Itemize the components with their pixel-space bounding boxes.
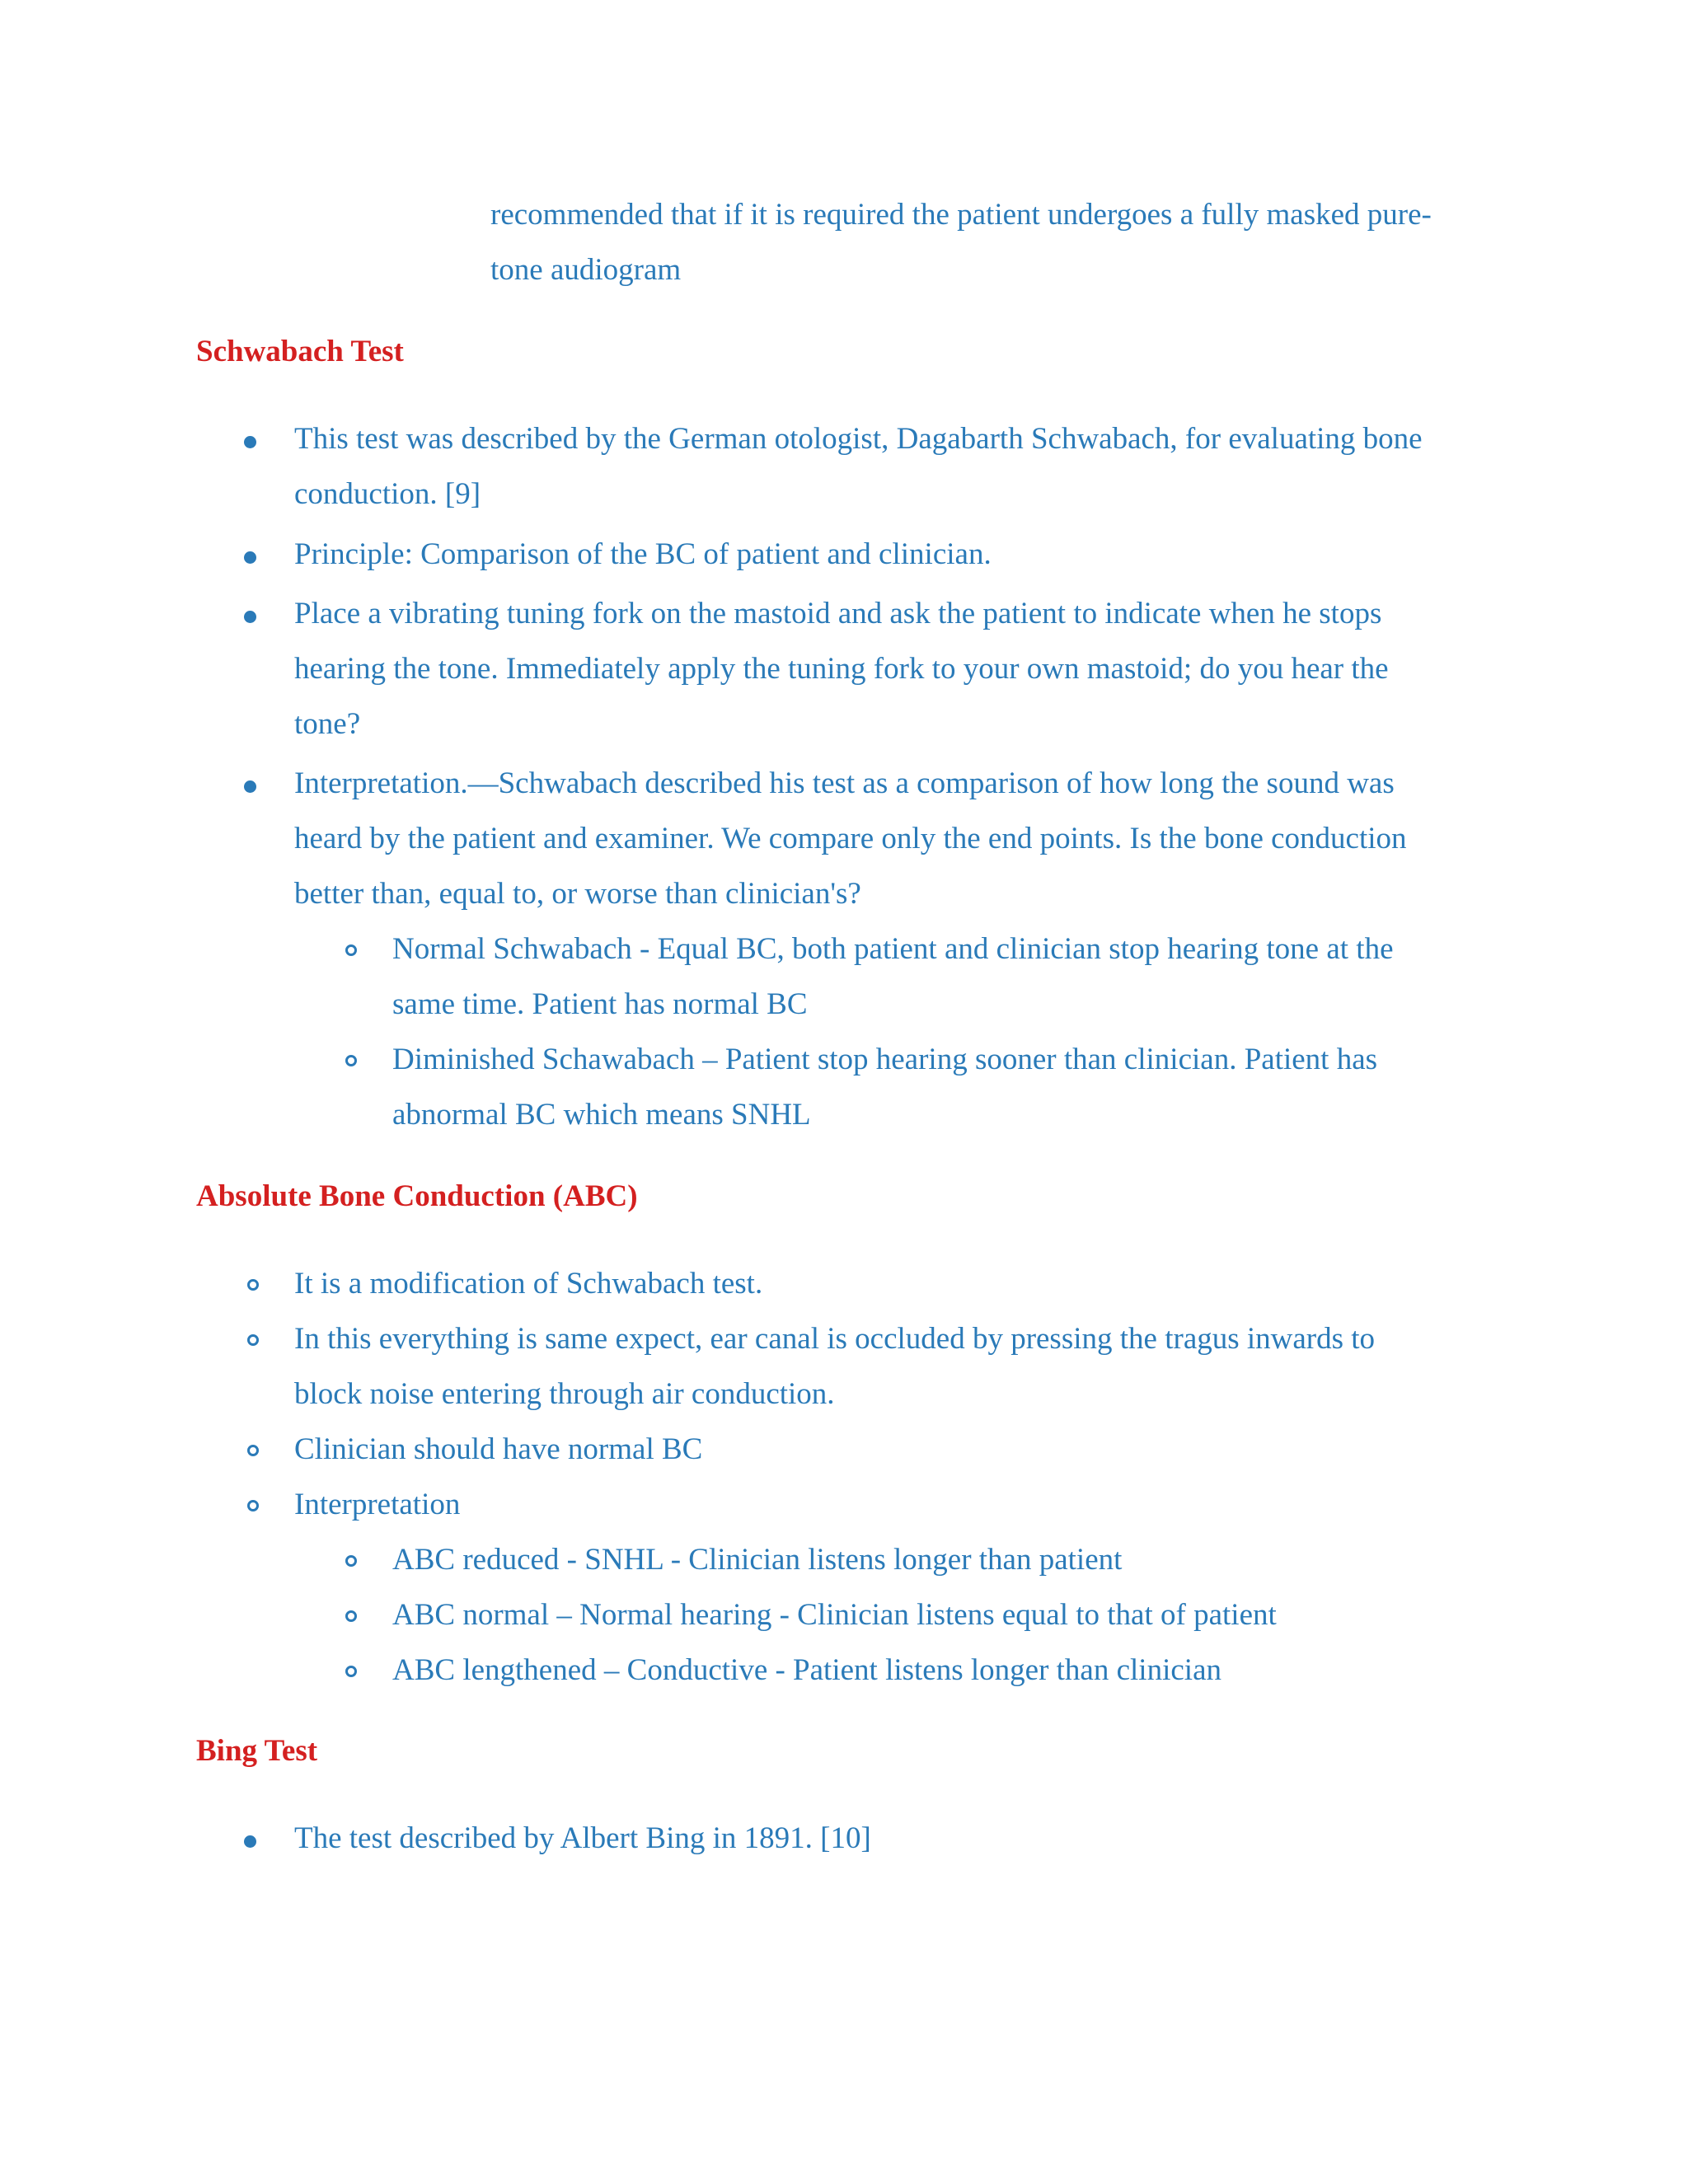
bullet-icon bbox=[247, 1279, 259, 1291]
list-item: This test was described by the German otologist, Dagabarth Schwabach, for evaluating bone bbox=[294, 422, 1423, 456]
list-item: tone? bbox=[294, 707, 361, 741]
list-item: heard by the patient and examiner. We compare only the end points. Is the bone conduction bbox=[294, 822, 1407, 855]
bullet-icon bbox=[244, 611, 256, 623]
list-item: Clinician should have normal BC bbox=[294, 1432, 703, 1466]
bullet-icon bbox=[247, 1334, 259, 1346]
list-item: The test described by Albert Bing in 1891. [10] bbox=[294, 1821, 871, 1855]
sub-list-item: abnormal BC which means SNHL bbox=[392, 1098, 811, 1132]
list-item: In this everything is same expect, ear canal is occluded by pressing the tragus inwards to bbox=[294, 1322, 1376, 1356]
list-item: block noise entering through air conduction. bbox=[294, 1377, 835, 1411]
section-heading-schwabach: Schwabach Test bbox=[196, 335, 404, 368]
list-item: It is a modification of Schwabach test. bbox=[294, 1267, 763, 1301]
sub-list-item: ABC lengthened – Conductive - Patient listens longer than clinician bbox=[392, 1653, 1221, 1687]
list-item: Interpretation.—Schwabach described his test as a comparison of how long the sound was bbox=[294, 766, 1395, 800]
sub-bullet-icon bbox=[345, 1666, 357, 1677]
sub-list-item: ABC normal – Normal hearing - Clinician listens equal to that of patient bbox=[392, 1598, 1277, 1632]
sub-list-item: Diminished Schawabach – Patient stop hearing sooner than clinician. Patient has bbox=[392, 1043, 1378, 1076]
bullet-icon bbox=[244, 780, 256, 793]
sub-bullet-icon bbox=[345, 1055, 357, 1066]
bullet-icon bbox=[247, 1445, 259, 1456]
list-item: conduction. [9] bbox=[294, 477, 481, 511]
sub-bullet-icon bbox=[345, 1610, 357, 1622]
sub-list-item: same time. Patient has normal BC bbox=[392, 987, 808, 1021]
sub-bullet-icon bbox=[345, 1555, 357, 1567]
sub-bullet-icon bbox=[345, 944, 357, 956]
sub-list-item: Normal Schwabach - Equal BC, both patient and clinician stop hearing tone at the bbox=[392, 932, 1394, 966]
list-item: Place a vibrating tuning fork on the mastoid and ask the patient to indicate when he stops bbox=[294, 597, 1382, 630]
intro-line: tone audiogram bbox=[490, 253, 682, 287]
bullet-icon bbox=[244, 436, 256, 448]
list-item: Principle: Comparison of the BC of patient and clinician. bbox=[294, 537, 992, 571]
section-heading-abc: Absolute Bone Conduction (ABC) bbox=[196, 1179, 638, 1213]
bullet-icon bbox=[247, 1500, 259, 1511]
section-heading-bing: Bing Test bbox=[196, 1734, 318, 1768]
sub-list-item: ABC reduced - SNHL - Clinician listens longer than patient bbox=[392, 1543, 1123, 1577]
bullet-icon bbox=[244, 551, 256, 564]
list-item: better than, equal to, or worse than clinician's? bbox=[294, 877, 861, 911]
intro-line: recommended that if it is required the patient undergoes a fully masked pure- bbox=[490, 198, 1432, 232]
bullet-icon bbox=[244, 1835, 256, 1848]
list-item: hearing the tone. Immediately apply the tuning fork to your own mastoid; do you hear the bbox=[294, 652, 1389, 686]
list-item: Interpretation bbox=[294, 1488, 461, 1521]
